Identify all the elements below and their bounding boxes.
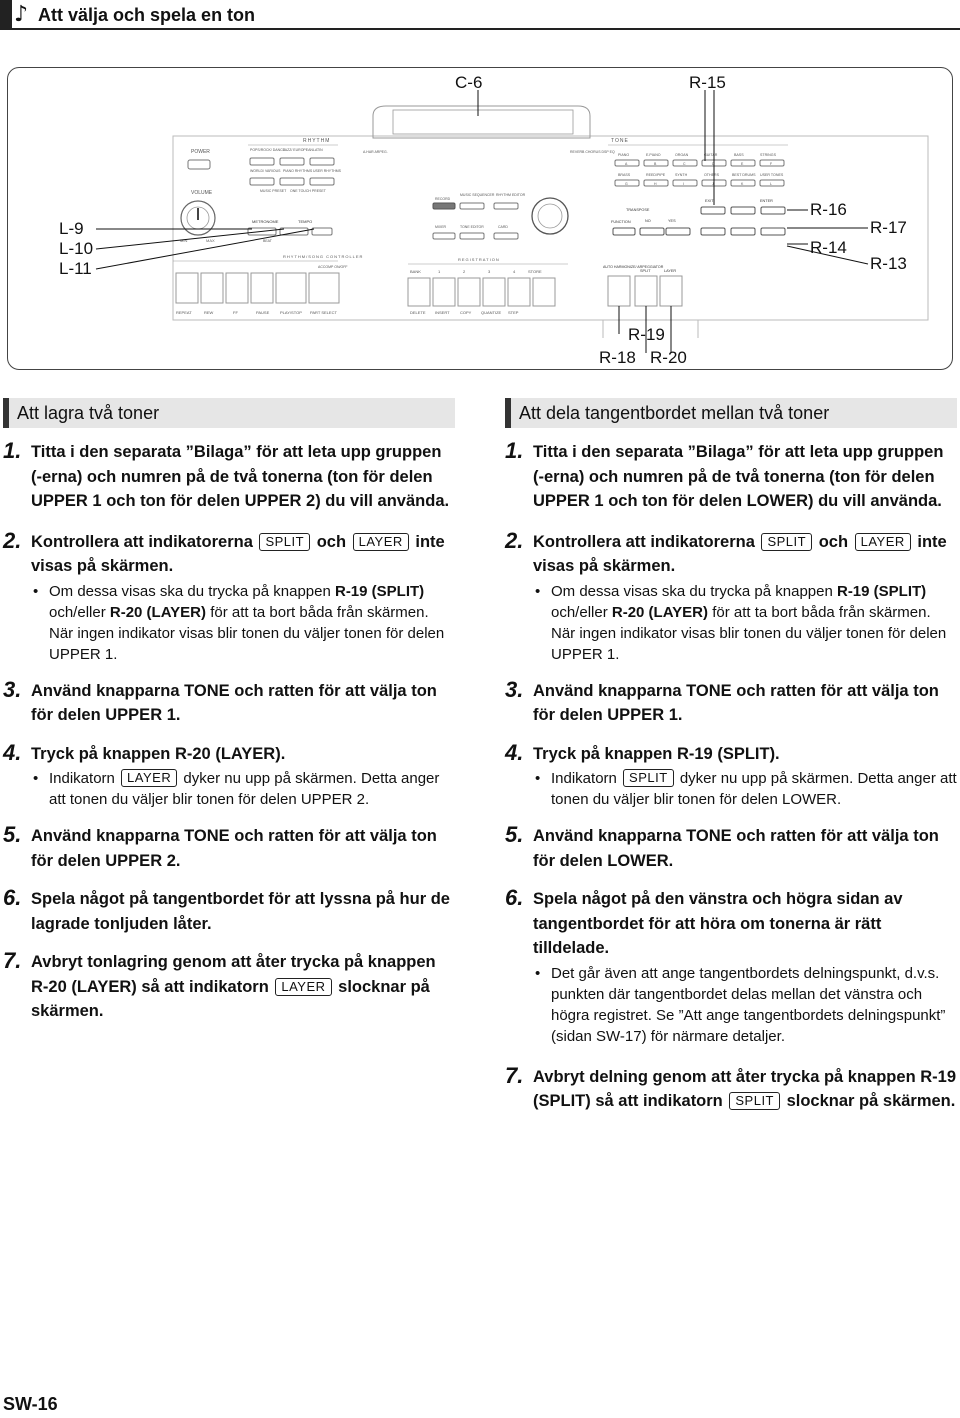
rhythm-buttons-row2 [250, 178, 334, 185]
svg-text:GUITAR: GUITAR [704, 153, 718, 157]
pops-label: POPS/ROCK/ DANCE [250, 148, 286, 152]
left-step-2: 2. Kontrollera att indikatorerna SPLIT och LAYER inte visas på skärmen. • Om dessa visas ska du trycka på knappen R-19 (SPLIT) och/eller R-20 (LAYER) för att ta bort båda från skärmen. När ingen indikator visas blir tonen du väljer tonen för delen UPPER 1. [3, 530, 455, 665]
part-select-label: PART SELECT [310, 310, 337, 315]
rhythm-label: RHYTHM [303, 138, 331, 144]
user-rhythms-label: USER RHYTHMS [313, 169, 342, 173]
volume-label: VOLUME [191, 190, 213, 196]
header-rule [12, 28, 960, 30]
rew-label: REW [204, 310, 214, 315]
right-step-1: 1. Titta i den separata ”Bilaga” för att leta upp gruppen (-erna) och numren på de två tonerna (ton för delen UPPER 1 och ton för delen LOWER) du vill använda. [505, 438, 944, 510]
svg-text:F: F [770, 162, 773, 166]
dial-knob [532, 198, 568, 234]
record-label: RECORD [435, 197, 451, 201]
insert-label: INSERT [435, 310, 450, 315]
reg-1-label: 1 [438, 269, 441, 274]
vol-min-label: MIN [180, 238, 188, 243]
left-column [3, 398, 455, 1038]
layer-label: LAYER [664, 269, 677, 273]
layer-indicator: LAYER [275, 978, 331, 996]
callout-r13: R-13 [870, 254, 907, 273]
no-label: NO [645, 219, 651, 223]
mixer-label: MIXER [435, 225, 447, 229]
callout-l11: L-11 [59, 259, 92, 278]
callout-r19: R-19 [628, 325, 665, 344]
right-step-6: 6. Spela något på den vänstra och högra sidan av tangentbordet för att höra om tonerna är rätt tilldelade. • Det går även att ange tangentbordets delningspunkt, d.v.s. punkten där tangentbordet delas mellan det vänstra och högra registret. Se ”Att ange tangentbordets delningspunkt” (sidan SW-17) för närmare detaljer. [505, 887, 957, 1047]
svg-text:E.PIANO: E.PIANO [646, 153, 661, 157]
left-step-7: 7. Avbryt tonlagring genom att åter trycka på knappen R-20 (LAYER) så att indikatorn LAYER slocknar på skärmen. [3, 948, 436, 1020]
split-indicator: SPLIT [623, 769, 674, 787]
svg-text:J: J [712, 182, 714, 186]
split-label: SPLIT [640, 269, 651, 273]
svg-text:USER TONES: USER TONES [760, 173, 784, 177]
auto-harm-label: AUTO HARMONIZE/ ARPEGGIATOR [603, 265, 664, 269]
callout-r18: R-18 [599, 348, 636, 367]
svg-text:L: L [770, 182, 772, 186]
left-step-5: 5. Använd knapparna TONE och ratten för att välja ton för delen UPPER 2. [3, 822, 437, 870]
svg-text:G: G [625, 182, 628, 186]
aharm-label: A.HAR ARPEG. [363, 150, 388, 154]
right-step-2-note: • Om dessa visas ska du trycka på knappen R-19 (SPLIT) och/eller R-20 (LAYER) för att ta bort båda från skärmen. När ingen indikator visas blir tonen du väljer tonen för delen UPPER 1. [533, 581, 957, 665]
right-step-2: 2. Kontrollera att indikatorerna SPLIT och LAYER inte visas på skärmen. • Om dessa visas ska du trycka på knappen R-19 (SPLIT) och/eller R-20 (LAYER) för att ta bort båda från skärmen. När ingen indikator visas blir tonen du väljer tonen för delen UPPER 1. [505, 530, 957, 665]
bank-label: BANK [410, 269, 421, 274]
page-title: Att välja och spela en ton [38, 5, 256, 25]
play-stop-label: PLAY/STOP [280, 310, 302, 315]
left-step-2-note: • Om dessa visas ska du trycka på knappen R-19 (SPLIT) och/eller R-20 (LAYER) för att ta bort båda från skärmen. När ingen indikator visas blir tonen du väljer tonen för delen UPPER 1. [31, 581, 455, 665]
delete-label: DELETE [410, 310, 426, 315]
function-label: FUNCTION [611, 220, 631, 224]
page-number: SW-16 [3, 1394, 58, 1414]
callout-l9: L-9 [59, 219, 84, 238]
lcd-screen [393, 110, 573, 134]
right-step-7: 7. Avbryt delning genom att åter trycka på knappen R-19 (SPLIT) så att indikatorn SPLIT slocknar på skärmen. [505, 1062, 956, 1110]
keyboard-panel-figure [7, 67, 953, 370]
svg-text:SYNTH: SYNTH [675, 173, 688, 177]
svg-text:C: C [683, 162, 686, 166]
ff-label: FF [233, 310, 238, 315]
split-indicator: SPLIT [729, 1092, 780, 1110]
header-bar [0, 0, 12, 30]
svg-text:I: I [683, 182, 684, 186]
callout-r16: R-16 [810, 200, 847, 219]
callout-r20: R-20 [650, 348, 687, 367]
split-indicator: SPLIT [761, 533, 812, 551]
right-step-3: 3. Använd knapparna TONE och ratten för att välja ton för delen UPPER 1. [505, 676, 939, 724]
right-column [505, 398, 957, 1128]
left-step-6: 6. Spela något på tangentbordet för att lyssna på hur de lagrade tonljuden låter. [3, 885, 450, 933]
right-step-4: 4. Tryck på knappen R-19 (SPLIT). • Indikatorn SPLIT dyker nu upp på skärmen. Detta anger att tonen du väljer blir tonen för delen LOWER. [505, 742, 957, 811]
reverb-label: REVERB CHORUS DSP EQ [570, 150, 615, 154]
pause-label: PAUSE [256, 310, 270, 315]
song-controller-label: RHYTHM/SONG CONTROLLER [283, 254, 364, 259]
repeat-label: REPEAT [176, 310, 192, 315]
svg-text:REED/PIPE: REED/PIPE [646, 173, 666, 177]
registration-buttons [408, 278, 555, 306]
svg-text:STRINGS: STRINGS [760, 153, 776, 157]
rhythm-editor-label: RHYTHM EDITOR [496, 193, 526, 197]
svg-text:BEST DRUMS: BEST DRUMS [732, 173, 756, 177]
enter-label: ENTER [760, 199, 773, 203]
metronome-label: METRONOME [252, 219, 279, 224]
jazz-label: JAZZ/ EUROPEAN [283, 148, 313, 152]
tone-label: TONE [611, 138, 629, 144]
accomp-label: ACCOMP ON/OFF [318, 265, 348, 269]
cursor-buttons [701, 207, 785, 235]
tone-row1-buttons [615, 160, 784, 166]
svg-text:D: D [712, 162, 715, 166]
world-label: WORLD/ VARIOUS [250, 169, 281, 173]
callout-r15: R-15 [689, 73, 726, 92]
svg-text:OTHERS: OTHERS [704, 173, 719, 177]
left-step-1: 1. Titta i den separata ”Bilaga” för att leta upp gruppen (-erna) och numren på de två tonerna (ton för delen UPPER 1 och ton för delen UPPER 2) du vill använda. [3, 438, 450, 510]
exit-label: EXIT [705, 199, 714, 203]
right-step-4-note: • Indikatorn SPLIT dyker nu upp på skärmen. Detta anger att tonen du väljer blir tonen för delen LOWER. [533, 768, 957, 810]
svg-text:B: B [654, 162, 657, 166]
song-controller-buttons [176, 273, 339, 303]
reg-4-label: 4 [513, 269, 516, 274]
callout-l10: L-10 [59, 239, 94, 258]
svg-text:K: K [741, 182, 744, 186]
right-section-heading: Att dela tangentbordet mellan två toner [505, 398, 957, 428]
one-touch-label: ONE TOUCH PRESET [290, 189, 326, 193]
music-preset-label: MUSIC PRESET [260, 189, 287, 193]
svg-text:E: E [741, 162, 744, 166]
card-label: CARD [498, 225, 508, 229]
svg-text:PIANO: PIANO [618, 153, 630, 157]
tone-row1-keys [625, 162, 772, 166]
tone-row1-labels [618, 153, 777, 157]
split-layer-buttons [608, 276, 682, 306]
svg-text:ORGAN: ORGAN [675, 153, 689, 157]
function-buttons [613, 228, 690, 235]
registration-label: REGISTRATION [458, 257, 500, 262]
power-label: POWER [191, 149, 210, 155]
layer-indicator: LAYER [121, 769, 177, 787]
yes-label: YES [668, 219, 676, 223]
piano-rhythms-label: PIANO RHYTHMS [283, 169, 313, 173]
callout-c6: C-6 [455, 73, 483, 92]
callout-r14: R-14 [810, 238, 847, 257]
left-step-3: 3. Använd knapparna TONE och ratten för att välja ton för delen UPPER 1. [3, 676, 437, 724]
layer-indicator: LAYER [353, 533, 409, 551]
svg-text:H: H [654, 182, 657, 186]
copy-label: COPY [460, 310, 472, 315]
left-step-4-note: • Indikatorn LAYER dyker nu upp på skärmen. Detta anger att tonen du väljer blir tonen för delen UPPER 2. [31, 768, 455, 810]
callout-r17: R-17 [870, 218, 907, 237]
store-label: STORE [528, 269, 542, 274]
center-buttons [433, 203, 518, 239]
split-indicator: SPLIT [259, 533, 310, 551]
reg-2-label: 2 [463, 269, 466, 274]
tone-row2-keys [625, 182, 772, 186]
step-label: STEP [508, 310, 519, 315]
reg-3-label: 3 [488, 269, 491, 274]
tone-row2-buttons [615, 180, 784, 186]
tone-row2-labels [618, 173, 784, 177]
svg-text:BASS: BASS [734, 153, 744, 157]
music-seq-label: MUSIC SEQUENCER [460, 193, 495, 197]
latin-label: LATIN [313, 148, 323, 152]
left-step-4: 4. Tryck på knappen R-20 (LAYER). • Indikatorn LAYER dyker nu upp på skärmen. Detta anger att tonen du väljer blir tonen för delen UPPER 2. [3, 742, 455, 811]
layer-indicator: LAYER [855, 533, 911, 551]
tone-editor-label: TONE EDITOR [460, 225, 484, 229]
tempo-label: TEMPO [298, 219, 313, 224]
svg-text:A: A [625, 162, 628, 166]
page-header [0, 0, 960, 30]
quantize-label: QUANTIZE [481, 310, 502, 315]
music-note-icon: ♪ [14, 2, 29, 27]
beat-label: BEAT [263, 239, 272, 243]
right-step-6-note: • Det går även att ange tangentbordets delningspunkt, d.v.s. punkten där tangentbordet delas mellan det vänstra och högra registret. Se ”Att ange tangentbordets delningspunkt” (sidan SW-17) för närmare detaljer. [533, 963, 957, 1047]
power-button [188, 160, 210, 169]
rhythm-buttons-row1 [250, 158, 334, 165]
transpose-label: TRANSPOSE [626, 208, 650, 212]
display-outline [373, 106, 590, 138]
right-step-5: 5. Använd knapparna TONE och ratten för att välja ton för delen LOWER. [505, 822, 939, 870]
vol-max-label: MAX [206, 238, 215, 243]
svg-text:BRASS: BRASS [618, 173, 631, 177]
left-section-heading: Att lagra två toner [3, 398, 455, 428]
